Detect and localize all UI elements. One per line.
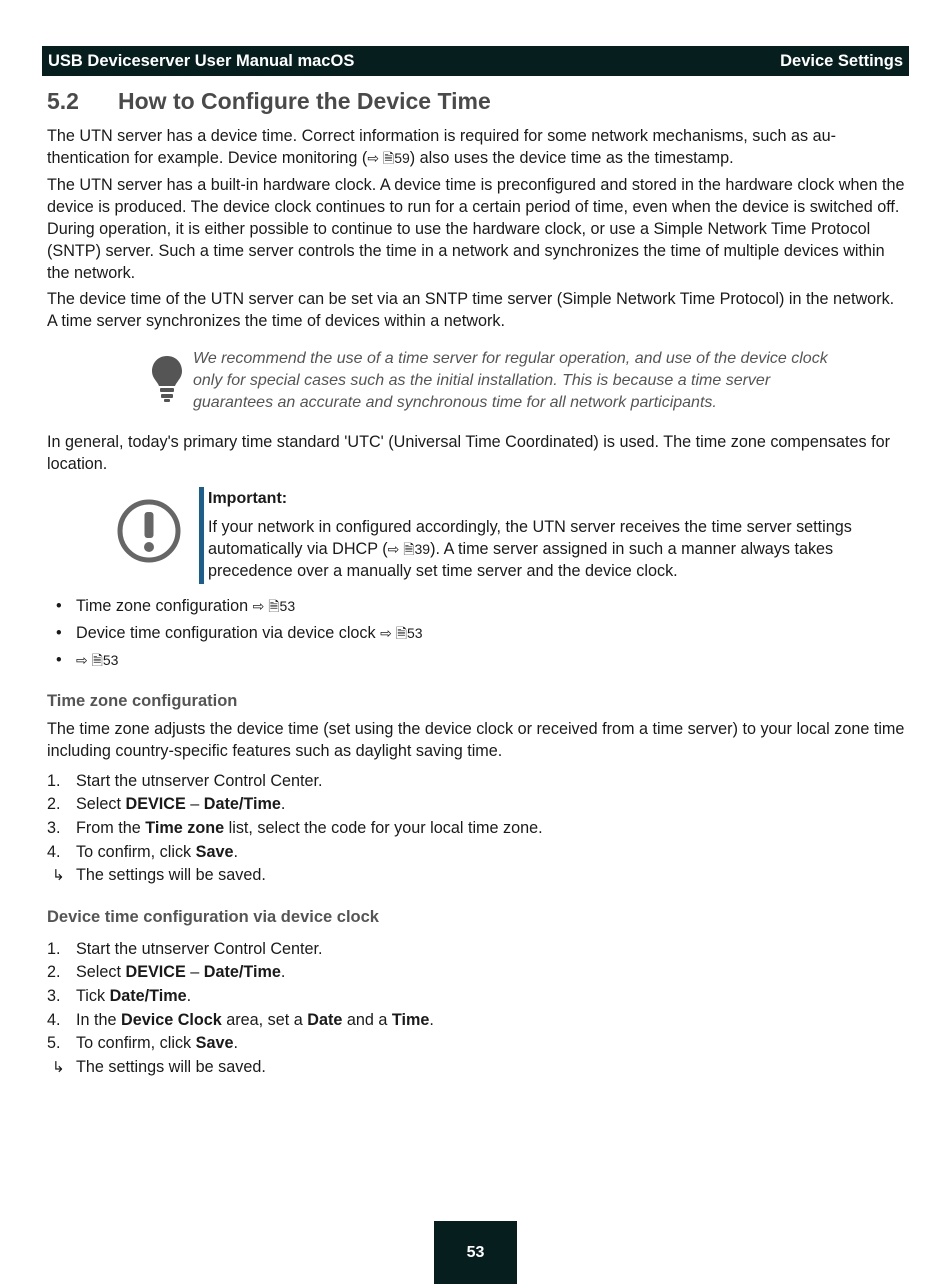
step-number: 4. <box>47 1011 61 1029</box>
bullet-text: Device time configuration via device clock <box>76 624 381 642</box>
page-ref-39[interactable]: ⇨ 🗎39 <box>387 541 431 557</box>
dc-result: The settings will be saved. <box>76 1058 266 1076</box>
bullet-item-1[interactable] <box>76 596 295 620</box>
p1-line2a: thentication for example. Device monitoring ( <box>47 149 368 167</box>
t: and a <box>342 1011 392 1029</box>
page-number: 53 <box>434 1221 517 1284</box>
time-zone-label: Time zone <box>145 819 225 837</box>
paragraph-3: The device time of the UTN server can be set via an SNTP time server (Simple Network Time Protocol) in the network. A time server synchronizes the time of devices within a network. <box>47 290 895 330</box>
time-label: Time <box>391 1011 430 1029</box>
step-number: 3. <box>47 987 61 1005</box>
chapter-title: Device Settings <box>780 51 903 70</box>
step-number: 2. <box>47 963 61 981</box>
dc-step-3 <box>76 987 191 1006</box>
result-arrow-icon: ↳ <box>52 1059 65 1076</box>
date-time-label: Date/Time <box>203 795 281 813</box>
exclamation-icon <box>116 498 182 564</box>
tz-step-4 <box>76 843 238 862</box>
tz-result: The settings will be saved. <box>76 866 266 884</box>
t: area, set a <box>221 1011 308 1029</box>
date-time-label: Date/Time <box>109 987 187 1005</box>
important-title: Important: <box>208 490 288 507</box>
step-number: 1. <box>47 940 61 958</box>
t: . <box>233 1034 238 1052</box>
result-arrow-icon: ↳ <box>52 867 65 884</box>
t: list, select the code for your local time zone. <box>224 819 543 837</box>
t: . <box>280 795 286 813</box>
date-label: Date <box>307 1011 343 1029</box>
section-number: 5.2 <box>47 88 79 114</box>
dc-step-4 <box>76 1011 434 1030</box>
bullet-item-3[interactable] <box>76 650 118 674</box>
important-bar <box>199 487 204 584</box>
t: . <box>233 843 238 861</box>
bullet-text: Time zone configuration <box>76 597 253 615</box>
important-text <box>208 516 868 582</box>
dc-step-1: Start the utnserver Control Center. <box>76 940 323 958</box>
date-time-label: Date/Time <box>203 963 281 981</box>
tz-step-3 <box>76 819 543 838</box>
t: Select <box>76 963 126 981</box>
running-header <box>42 46 909 76</box>
t: Select <box>76 795 126 813</box>
paragraph-1 <box>47 125 907 169</box>
t: Tick <box>76 987 110 1005</box>
subheading-device-clock: Device time configuration via device clock <box>47 908 379 926</box>
bullet-item-2[interactable] <box>76 623 423 647</box>
t: To confirm, click <box>76 1034 196 1052</box>
paragraph-4: In general, today's primary time standard 'UTC' (Universal Time Coordinated) is used. The time zone compensates for location. <box>47 433 890 473</box>
tz-step-2 <box>76 795 285 814</box>
device-label: DEVICE <box>125 795 186 813</box>
page-ref-53[interactable]: ⇨ 🗎53 <box>380 625 423 641</box>
important-text-b: ). A time server assigned in such a manner always takes precedence over a manually set time server and the device clock. <box>208 540 834 580</box>
save-label: Save <box>195 1034 234 1052</box>
t: To confirm, click <box>76 843 196 861</box>
t: – <box>185 795 204 813</box>
subheading-time-zone: Time zone configuration <box>47 692 238 710</box>
dc-step-5 <box>76 1034 238 1053</box>
step-number: 5. <box>47 1034 61 1052</box>
t: . <box>280 963 286 981</box>
bullet-dot: • <box>56 597 62 615</box>
t: . <box>429 1011 434 1029</box>
tz-step-1: Start the utnserver Control Center. <box>76 772 323 790</box>
tz-intro: The time zone adjusts the device time (set using the device clock or received from a time server) to your local zone time including country-specific features such as daylight saving time. <box>47 720 905 760</box>
paragraph-2: The UTN server has a built-in hardware clock. A device time is preconfigured and stored in the hardware clock when the device is produced. The device clock continues to run for a certain period of time, even when the device is switched off. During operation, it is either possible to continue to use the hardware clock, or use a Simple Network Time Protocol (SNTP) server. Such a time server controls the time in a network and synchronizes the time of multiple devices within the network. <box>47 176 905 282</box>
device-label: DEVICE <box>125 963 186 981</box>
t: . <box>186 987 192 1005</box>
page-ref-53[interactable]: ⇨ 🗎53 <box>252 598 296 614</box>
page-ref-53[interactable]: ⇨ 🗎53 <box>76 652 119 668</box>
t: In the <box>76 1011 121 1029</box>
step-number: 2. <box>47 795 61 813</box>
bullet-dot: • <box>56 624 62 642</box>
t: From the <box>76 819 146 837</box>
tip-note: We recommend the use of a time server for regular operation, and use of the device clock only for special cases such as the initial installation. This is because a time server guarantees an accurate and synchronous time for all network participants. <box>193 350 828 411</box>
step-number: 4. <box>47 843 61 861</box>
p1-line1: The UTN server has a device time. Correct information is required for some network mechanisms, such as au- <box>47 127 836 145</box>
p1-line2b: ) also uses the device time as the timestamp. <box>409 149 734 167</box>
save-label: Save <box>195 843 234 861</box>
page-ref-59[interactable]: ⇨ 🗎59 <box>367 150 410 166</box>
dc-step-2 <box>76 963 285 982</box>
section-heading <box>47 88 491 115</box>
section-title-text: How to Configure the Device Time <box>118 88 491 114</box>
important-text-a: If your network in configured accordingly, the UTN server receives the time server settings automatically via DHCP ( <box>208 518 852 558</box>
step-number: 3. <box>47 819 61 837</box>
lightbulb-icon <box>150 354 184 402</box>
step-number: 1. <box>47 772 61 790</box>
bullet-dot: • <box>56 651 62 669</box>
manual-title: USB Deviceserver User Manual macOS <box>48 51 355 70</box>
t: – <box>185 963 204 981</box>
device-clock-label: Device Clock <box>121 1011 222 1029</box>
